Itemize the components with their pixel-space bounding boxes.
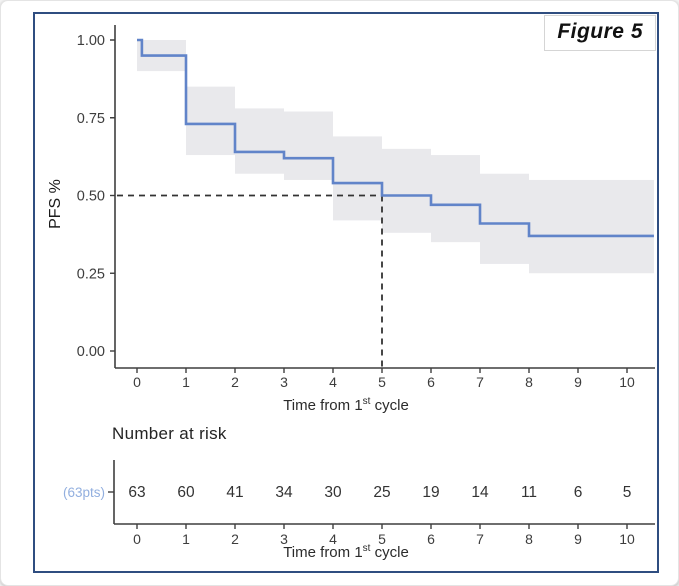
risk-count: 19 [422,484,440,501]
risk-x-tick-label: 1 [182,531,190,547]
risk-count: 14 [471,484,489,501]
x-tick-label: 10 [619,374,635,390]
risk-x-tick-label: 6 [427,531,435,547]
y-tick-label: 0.25 [76,266,105,283]
x-tick-label: 2 [231,374,239,390]
risk-x-tick-label: 3 [280,531,288,547]
confidence-band-segment [186,87,235,155]
risk-count: 63 [128,484,146,501]
risk-count: 25 [373,484,391,501]
risk-x-tick-label: 7 [476,531,484,547]
risk-count: 30 [324,484,342,501]
figure-panel [33,12,659,573]
risk-count: 6 [573,484,583,501]
risk-x-tick-label: 8 [525,531,533,547]
risk-group-label: (63pts) [62,485,105,500]
x-tick-label: 6 [427,374,435,390]
risk-x-tick-label: 10 [619,531,635,547]
risk-x-axis-title: Time from 1st cycle [283,543,409,561]
risk-table-title: Number at risk [112,424,227,443]
risk-x-tick-label: 0 [133,531,141,547]
risk-x-tick-label: 9 [574,531,582,547]
y-tick-label: 0.75 [76,110,105,127]
x-tick-label: 8 [525,374,533,390]
superscript-st: st [362,396,371,407]
y-tick-label: 0.50 [76,188,105,205]
x-tick-label: 4 [329,374,337,390]
confidence-band-segment [382,149,431,233]
x-tick-label: 0 [133,374,141,390]
risk-x-tick-label: 4 [329,531,337,547]
confidence-band-segment [529,180,654,273]
x-tick-label: 1 [182,374,190,390]
x-tick-label: 9 [574,374,582,390]
confidence-band-segment [333,136,382,220]
risk-count: 34 [275,484,293,501]
confidence-band-segment [284,112,333,180]
kaplan-meier-chart [35,14,657,571]
superscript-st: st [362,543,371,554]
confidence-band-segment [431,155,480,242]
risk-count: 5 [622,484,632,501]
figure-label-box [544,15,656,51]
confidence-band-segment [235,108,284,173]
risk-count: 60 [177,484,195,501]
x-tick-label: 7 [476,374,484,390]
risk-count: 11 [520,484,538,501]
risk-x-tick-label: 5 [378,531,386,547]
y-tick-label: 1.00 [76,33,105,49]
x-tick-label: 3 [280,374,288,390]
figure-label: Figure 5 [557,20,643,43]
figure-panel-inner [35,14,657,571]
y-tick-label: 0.00 [76,344,105,360]
y-axis-title: PFS % [47,179,64,229]
x-tick-label: 5 [378,374,386,390]
x-axis-title: Time from 1st cycle [283,396,409,414]
confidence-band-segment [480,174,529,264]
risk-count: 41 [226,484,244,501]
risk-x-tick-label: 2 [231,531,239,547]
